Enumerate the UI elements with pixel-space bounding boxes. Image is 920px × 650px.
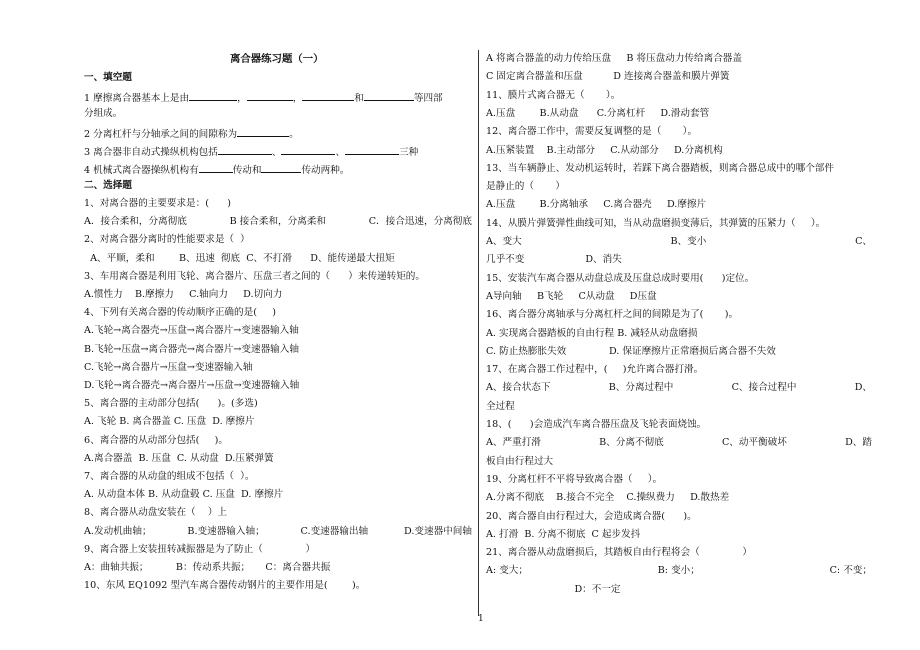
choice-text: 15、安装汽车离合器从动盘总成及压盘总成时要用( )定位。 [486, 272, 755, 284]
choice-text: A. 打滑 B. 分离不彻底 C 起步发抖 [486, 528, 641, 540]
choice-text: A. 实现离合器踏板的自由行程 B. 减轻从动盘磨损 [486, 327, 698, 339]
fill-sep: ， [237, 93, 247, 104]
choice-line [486, 145, 723, 157]
choice-line [486, 346, 776, 358]
choice-text: A.压盘 B.从动盘 C.分离杠杆 D.滑动套管 [486, 107, 710, 119]
fill-text: 等四部 [413, 93, 443, 104]
choice-text: C. 防止热膨胀失效 D. 保证摩擦片正常磨损后离合器不失效 [486, 345, 776, 357]
choice-text: 4、下列有关离合器的传动顺序正确的是( ) [84, 307, 276, 319]
fill-text: 4 机械式离合器操纵机构有 [84, 165, 199, 176]
choice-line [486, 126, 697, 138]
choice-line [486, 236, 872, 248]
answer-blank[interactable] [281, 144, 335, 155]
choice-text: 13、当车辆静止、发动机运转时，若踩下离合器踏板，则离合器总成中的哪个部件 [486, 162, 834, 174]
answer-blank[interactable] [302, 90, 354, 101]
choice-line [84, 398, 258, 410]
choice-text: A. 飞轮 B. 离合器盖 C. 压盘 D. 摩擦片 [84, 416, 255, 428]
choice-line [84, 234, 250, 246]
choice-line [486, 90, 620, 102]
answer-blank[interactable] [364, 90, 414, 101]
choice-text: 6、离合器的从动部分包括( )。 [84, 434, 228, 446]
choice-text: 5、离合器的主动部分包括( )。(多选) [84, 398, 258, 410]
choice-text: 全过程 [486, 400, 515, 412]
choice-line [84, 253, 395, 265]
choice-line [486, 364, 703, 376]
choice-line [486, 547, 752, 559]
choice-option-part: B、分离过程中 [608, 382, 674, 394]
choice-line [486, 456, 553, 468]
choice-text: 11、膜片式离合器无（ ）。 [486, 89, 621, 101]
choice-text: A、平顺，柔和 B、迅速 彻底 C、不打滑 D、能传递最大扭矩 [84, 252, 395, 264]
choice-line [486, 53, 742, 65]
choice-text: A导向轴 B飞轮 C从动盘 D压盘 [486, 290, 657, 302]
choice-option-part: A、严重打滑 [486, 437, 541, 449]
choice-text: 18、( )会造成汽车离合器压盘及飞轮表面烧蚀。 [486, 419, 707, 430]
fill-text: 。 [289, 129, 299, 140]
choice-option-part: C.变速器输出轴 [300, 525, 369, 537]
choice-text: A. 从动盘本体 B. 从动盘毂 C. 压盘 D. 摩擦片 [84, 489, 284, 501]
choice-option-part: D、踏 [845, 437, 872, 449]
choice-text: 17、在离合器工作过程中，( )允许离合器打滑。 [486, 364, 704, 376]
choice-line [84, 526, 472, 538]
choice-line [486, 492, 729, 504]
fill-question [84, 90, 443, 105]
choice-option-part: A.发动机曲轴； [84, 525, 152, 537]
answer-blank[interactable] [345, 144, 399, 155]
choice-option-part: D、 [854, 382, 872, 394]
answer-blank[interactable] [237, 126, 289, 137]
choice-text: A.分离不彻底 B.接合不完全 C.操纵费力 D.散热差 [486, 492, 730, 504]
choice-option-part: B.变速器输入轴； [187, 525, 265, 537]
fill-text: 传动两种。 [301, 165, 350, 176]
choice-line [486, 291, 657, 303]
choice-option-part: C、动平衡破坏 [721, 437, 787, 449]
page-number: 1 [478, 614, 484, 624]
choice-line [486, 401, 515, 413]
choice-text: 10、东风 EQ1092 型汽车离合器传动钢片的主要作用是( )。 [84, 580, 366, 592]
choice-line [486, 437, 872, 449]
choice-line [84, 362, 252, 374]
choice-line [486, 273, 754, 285]
fill-sep: 传动和 [232, 165, 262, 176]
choice-option-part: C、 [855, 236, 872, 247]
page-title [230, 53, 324, 65]
choice-text: A.飞轮→离合器壳→压盘→离合器片→变速器输入轴 [84, 325, 299, 337]
choice-text: 16、离合器分离轴承与分离杠杆之间的间隙是为了( )。 [486, 309, 739, 321]
choice-text: 12、离合器工作中，需要反复调整的是（ ）。 [486, 126, 698, 138]
choice-option-part: B: 变小； [657, 565, 700, 577]
choice-text: A 将离合器盖的动力传给压盘 B 将压盘动力传给离合器盖 [486, 53, 742, 64]
choice-line [84, 471, 255, 483]
fill-text: 1 摩擦离合器基本上是由 [84, 93, 190, 104]
choice-option-part: C、接合过程中 [731, 382, 797, 394]
choice-text: 3、车用离合器是利用飞轮、离合器片、压盘三者之间的（ ）来传递转矩的。 [84, 270, 425, 282]
choice-line [486, 163, 834, 175]
choice-line [84, 380, 299, 392]
choice-line [84, 453, 274, 465]
choice-line [84, 435, 228, 447]
choice-line [486, 254, 622, 266]
fill-question [84, 108, 122, 120]
choice-text: A：曲轴共振； B：传动系共振； C：离合器共振 [84, 562, 331, 573]
choice-option-part: C: 不变； [829, 565, 872, 577]
fill-sep: ， [292, 93, 303, 104]
choice-line [84, 271, 425, 283]
choice-line [84, 307, 276, 319]
choice-text: 8、离合器从动盘安装在（ ）上 [84, 507, 228, 519]
answer-blank[interactable] [199, 162, 233, 173]
choice-text: 20、离合器自由行程过大，会造成离合器( )。 [486, 510, 697, 522]
choice-line [486, 218, 825, 230]
fill-question [84, 126, 299, 141]
choice-line [84, 580, 365, 592]
choice-line [486, 181, 565, 193]
choice-option-part: A、接合状态下 [486, 382, 551, 394]
choice-line [84, 544, 315, 556]
choice-line [486, 419, 706, 431]
fill-text: 2 分离杠杆与分轴承之间的间隙称为 [84, 129, 238, 140]
choice-line [486, 71, 730, 83]
choice-line [486, 199, 706, 211]
choice-text: 19、分离杠杆不平将导致离合器（ ）。 [486, 473, 663, 485]
section-heading-choice [84, 180, 132, 192]
answer-blank[interactable] [218, 144, 272, 155]
answer-blank[interactable] [189, 90, 237, 101]
choice-text: C 固定离合器盖和压盘 D 连接离合器盖和膜片弹簧 [486, 71, 730, 83]
choice-line [84, 198, 231, 210]
choice-text: D.飞轮→离合器壳→离合器片→压盘→变速器输入轴 [84, 380, 300, 391]
section-heading-fill [84, 72, 132, 84]
answer-blank[interactable] [247, 90, 293, 101]
choice-line [84, 344, 299, 356]
choice-text: A.压紧装置 B.主动部分 C.从动部分 D.分离机构 [486, 144, 723, 156]
choice-line [84, 416, 254, 428]
choice-text: 14、从膜片弹簧弹性曲线可知，当从动盘磨损变薄后，其弹簧的压紧力（ ）。 [486, 217, 826, 229]
choice-line [84, 562, 330, 574]
choice-line [486, 309, 738, 321]
choice-line [486, 382, 872, 394]
section-heading-text: 一、填空题 [84, 72, 132, 83]
choice-line [486, 108, 709, 120]
choice-text: D：不一定 [486, 583, 621, 595]
choice-text: B.飞轮→压盘→离合器壳→离合器片→变速器输入轴 [84, 343, 299, 355]
choice-option-part: B 接合柔和，分离柔和 [229, 216, 327, 228]
choice-line [486, 565, 872, 577]
choice-option-part: C．接合迅速，分离彻底 [368, 216, 472, 228]
fill-sep: 和 [354, 93, 364, 104]
choice-line [486, 529, 640, 541]
fill-text: 三种 [399, 147, 419, 158]
choice-text: 21、离合器从动盘磨损后，其踏板自由行程将会（ ） [486, 547, 752, 559]
choice-text: 是静止的（ ） [486, 181, 565, 193]
choice-text: A.离合器盖 B. 压盘 C. 从动盘 D.压紧弹簧 [84, 452, 274, 464]
choice-line [486, 511, 697, 523]
choice-line [84, 289, 282, 301]
choice-text: 7、离合器的从动盘的组成不包括（ ）。 [84, 471, 255, 482]
choice-line [84, 507, 227, 519]
fill-question [84, 162, 349, 177]
choice-option-part: A．接合柔和，分离彻底 [84, 216, 187, 228]
choice-option-part: A: 变大； [486, 565, 528, 577]
choice-line [486, 584, 621, 596]
choice-text: 2、对离合器分离时的性能要求是（ ） [84, 234, 250, 246]
fill-sep: 、 [271, 147, 282, 158]
choice-option-part: B、分离不彻底 [599, 437, 664, 449]
choice-text: 9、离合器上安装扭转减振器是为了防止（ ） [84, 543, 316, 555]
choice-line [84, 489, 283, 501]
choice-text: C.飞轮→离合器片→压盘→变速器输入轴 [84, 361, 253, 373]
choice-text: 几乎不变 D、消失 [486, 254, 622, 266]
choice-text: A.压盘 B.分离轴承 C.离合器壳 D.摩擦片 [486, 199, 707, 211]
choice-line [486, 474, 662, 486]
choice-option-part: D.变速器中间轴 [404, 525, 472, 537]
fill-text: 3 离合器非自动式操纵机构包括 [84, 147, 218, 158]
choice-line [486, 328, 698, 340]
fill-question [84, 144, 418, 159]
choice-text: 板自由行程过大 [486, 455, 554, 467]
choice-line [84, 216, 472, 228]
page-title-text: 离合器练习题（一） [230, 53, 324, 65]
answer-blank[interactable] [261, 162, 301, 173]
column-divider [478, 50, 479, 616]
choice-text: A.惯性力 B.摩擦力 C.轴向力 D.切向力 [84, 289, 283, 300]
fill-text: 分组成。 [84, 108, 123, 119]
choice-option-part: A、变大 [486, 236, 522, 247]
choice-text: 1、对离合器的主要要求是：( ) [84, 198, 232, 209]
section-heading-text: 二、选择题 [84, 180, 132, 191]
choice-line [84, 325, 299, 337]
choice-option-part: B、变小 [670, 236, 707, 247]
fill-sep: 、 [335, 147, 346, 158]
